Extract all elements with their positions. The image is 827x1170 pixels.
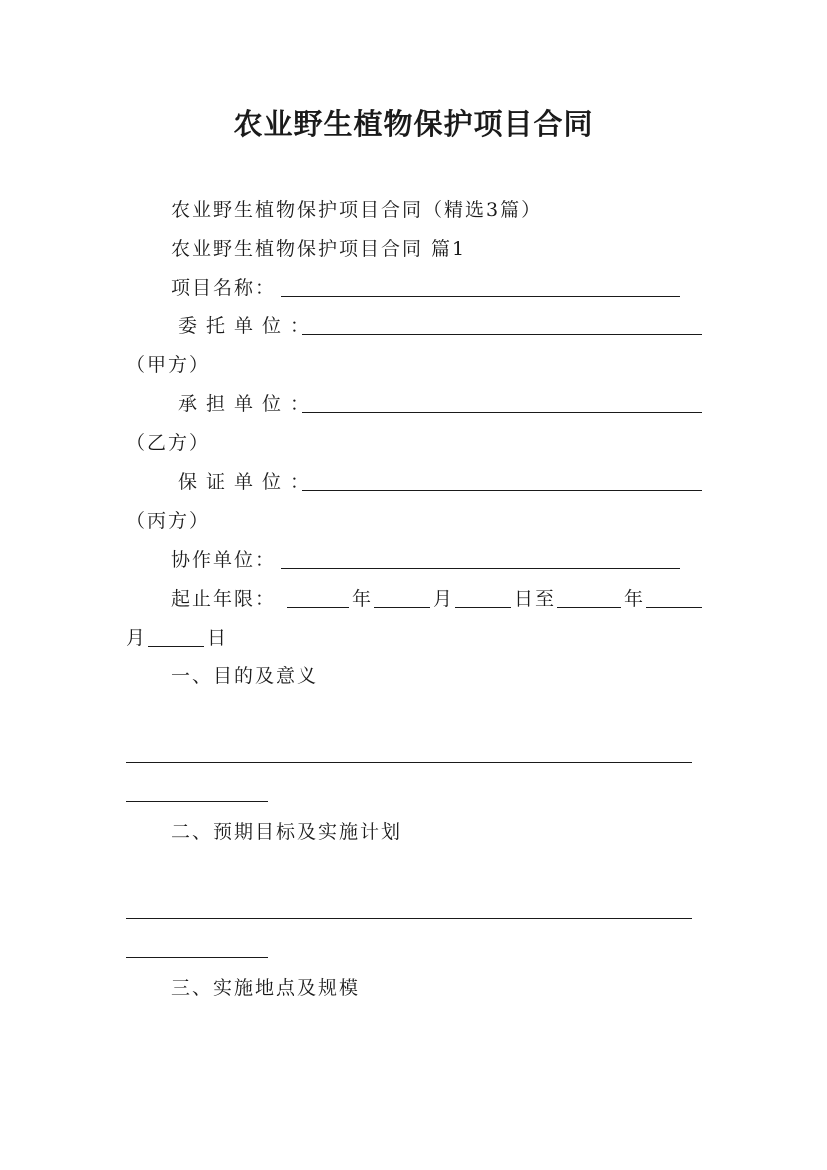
- start-day-blank[interactable]: [455, 607, 511, 608]
- cooperator-blank[interactable]: [281, 568, 680, 569]
- contractor-party: （乙方）: [126, 432, 211, 454]
- section-heading-1: 一、目的及意义: [171, 665, 319, 687]
- contractor-label: 承担单位：: [178, 393, 319, 415]
- section-1-blank-line-1[interactable]: [126, 762, 692, 763]
- project-name-blank[interactable]: [281, 296, 680, 297]
- end-day-unit: 日: [207, 627, 229, 649]
- section-2-blank-line-2[interactable]: [126, 957, 268, 958]
- client-blank[interactable]: [302, 334, 702, 335]
- end-day-blank[interactable]: [148, 646, 204, 647]
- period-label: 起止年限：: [171, 588, 277, 610]
- start-year-blank[interactable]: [287, 607, 349, 608]
- document-title: 农业野生植物保护项目合同: [233, 107, 594, 141]
- contractor-blank[interactable]: [302, 412, 702, 413]
- section-heading-2: 二、预期目标及实施计划: [171, 821, 403, 843]
- section-1-blank-line-2[interactable]: [126, 801, 268, 802]
- section-heading-3: 三、实施地点及规模: [171, 977, 361, 999]
- start-month-blank[interactable]: [374, 607, 430, 608]
- section-2-blank-line-1[interactable]: [126, 918, 692, 919]
- document-subtitle: 农业野生植物保护项目合同（精选3篇）: [171, 199, 543, 221]
- start-year-unit: 年: [352, 588, 374, 610]
- end-year-blank[interactable]: [557, 607, 621, 608]
- client-label: 委托单位：: [178, 315, 319, 337]
- cooperator-label: 协作单位：: [171, 549, 277, 571]
- guarantor-blank[interactable]: [302, 490, 702, 491]
- guarantor-label: 保证单位：: [178, 471, 319, 493]
- project-name-row: [171, 276, 276, 300]
- client-party: （甲方）: [126, 354, 211, 376]
- start-month-unit: 月: [433, 588, 455, 610]
- project-name-label: 项目名称：: [171, 277, 277, 299]
- end-year-unit: 年: [624, 588, 646, 610]
- end-month-blank-wrap[interactable]: [646, 607, 702, 608]
- start-day-to: 日至: [514, 588, 557, 610]
- part-heading: 农业野生植物保护项目合同 篇1: [171, 238, 467, 260]
- guarantor-party: （丙方）: [126, 510, 211, 532]
- end-month-unit: 月: [126, 627, 148, 649]
